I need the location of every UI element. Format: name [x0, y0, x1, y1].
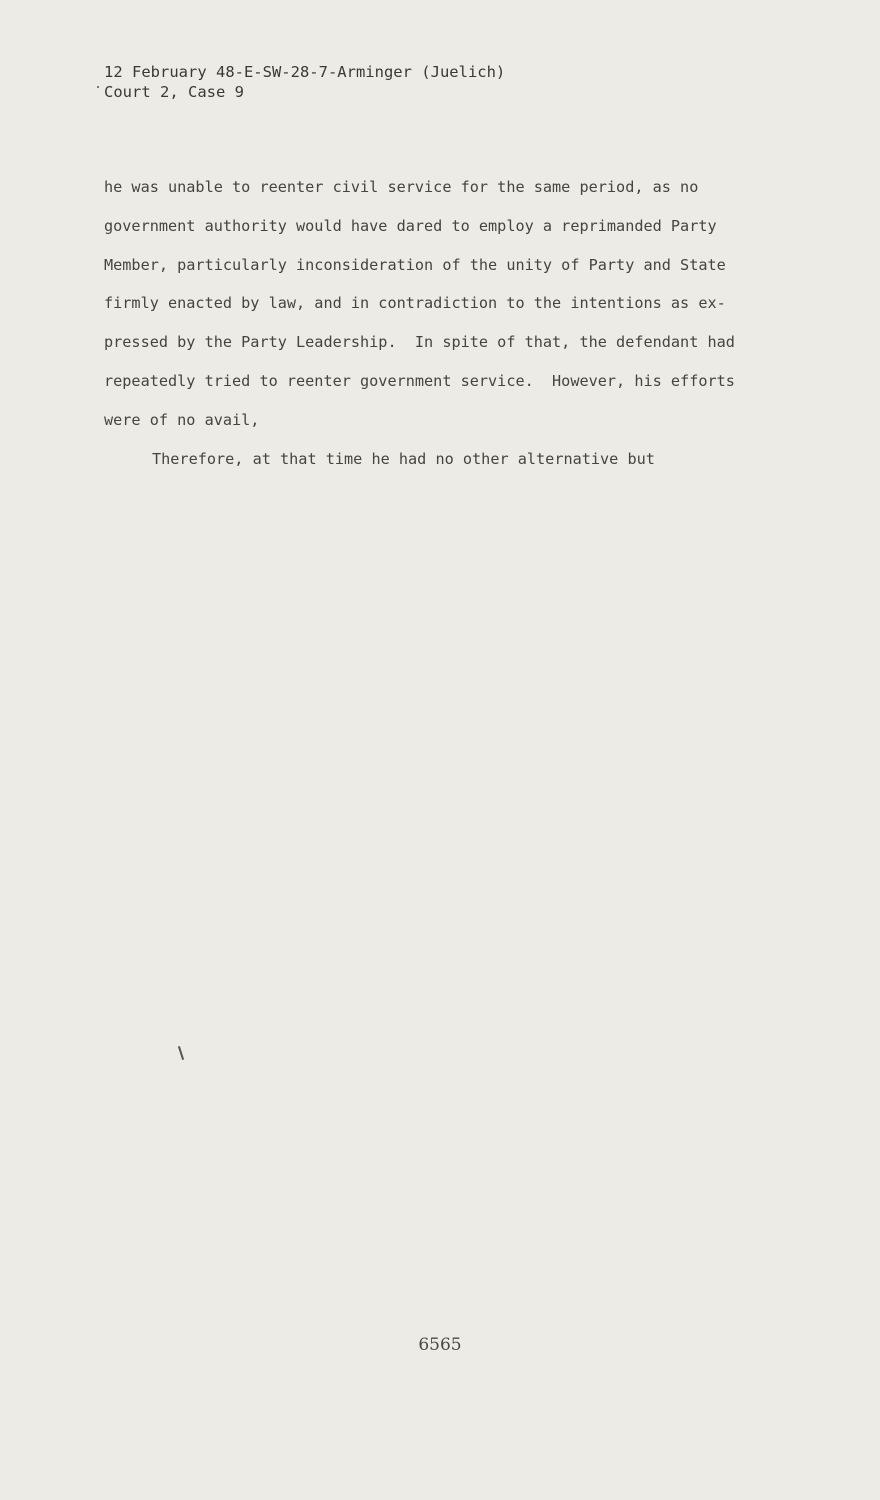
body-line: Member, particularly inconsideration of the unity of Party and State: [104, 255, 726, 274]
stray-pen-mark: [178, 1046, 184, 1060]
body-line: firmly enacted by law, and in contradiction to the intentions as ex-: [104, 294, 726, 313]
body-line: he was unable to reenter civil service for the same period, as no: [104, 178, 699, 196]
body-line: government authority would have dared to employ a reprimanded Party: [104, 216, 717, 235]
header-date-reference: 12 February 48-E-SW-28-7-Arminger (Juelich): [104, 63, 506, 81]
document-header: [104, 62, 505, 102]
body-line: pressed by the Party Leadership. In spite of that, the defendant had: [104, 333, 735, 352]
body-line-indented: Therefore, at that time he had no other alternative but: [152, 449, 655, 468]
body-line: repeatedly tried to reenter government service. However, his efforts: [104, 371, 735, 390]
header-court-case: Court 2, Case 9: [104, 83, 244, 101]
stray-dot-mark: [97, 86, 99, 88]
body-line: were of no avail,: [104, 410, 260, 429]
document-body: [104, 176, 784, 486]
page-number: 6565: [418, 1335, 462, 1355]
